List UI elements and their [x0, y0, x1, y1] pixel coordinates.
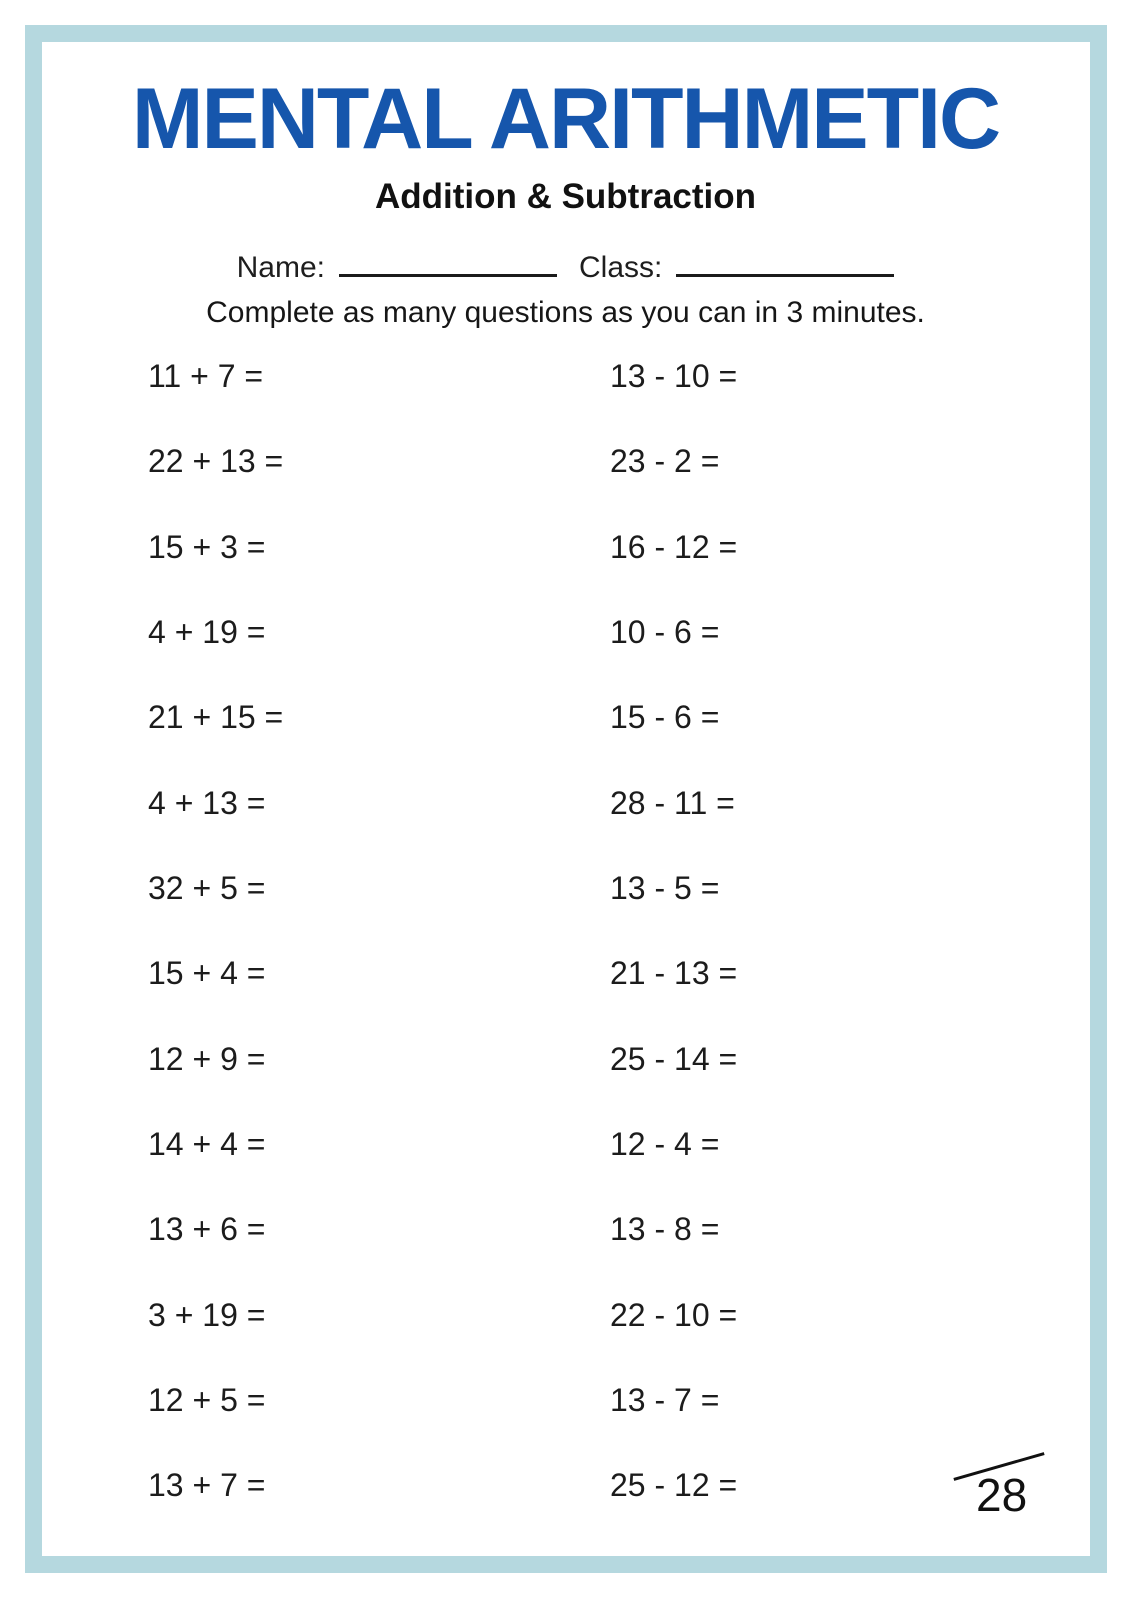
problem-subtraction: 16 - 12 = — [610, 528, 738, 565]
name-class-row — [0, 244, 1131, 285]
class-input-line[interactable] — [676, 244, 894, 277]
page-subtitle: Addition & Subtraction — [374, 177, 757, 216]
problem-subtraction: 13 - 5 = — [610, 870, 720, 907]
problem-row — [148, 1034, 1091, 1119]
problem-addition: 12 + 5 = — [148, 1382, 266, 1419]
page-title: MENTAL ARITHMETIC — [131, 71, 1000, 167]
problem-addition: 21 + 15 = — [148, 699, 284, 736]
problem-row — [148, 1375, 1091, 1460]
problem-subtraction: 10 - 6 = — [610, 614, 720, 651]
problem-subtraction: 23 - 2 = — [610, 443, 720, 480]
class-label: Class: — [579, 251, 663, 284]
problems-grid — [148, 351, 1091, 1546]
problem-subtraction: 12 - 4 = — [610, 1126, 720, 1163]
problem-subtraction: 22 - 10 = — [610, 1296, 738, 1333]
problem-row — [148, 436, 1091, 521]
problem-row — [148, 1460, 1091, 1545]
problem-subtraction: 13 - 8 = — [610, 1211, 720, 1248]
problem-addition: 4 + 13 = — [148, 784, 266, 821]
problem-addition: 22 + 13 = — [148, 443, 284, 480]
problem-addition: 13 + 6 = — [148, 1211, 266, 1248]
problem-subtraction: 13 - 7 = — [610, 1382, 720, 1419]
problem-subtraction: 25 - 14 = — [610, 1040, 738, 1077]
problem-row — [148, 1119, 1091, 1204]
problem-subtraction: 13 - 10 = — [610, 358, 738, 394]
name-input-line[interactable] — [339, 244, 557, 277]
problem-addition: 11 + 7 = — [148, 358, 264, 394]
problem-addition: 15 + 4 = — [148, 955, 266, 992]
problem-addition: 12 + 9 = — [148, 1040, 266, 1077]
problem-subtraction: 25 - 12 = — [610, 1467, 738, 1504]
problem-row — [148, 778, 1091, 863]
page-number: 28 — [976, 1469, 1028, 1521]
problem-addition: 15 + 3 = — [148, 528, 266, 565]
problem-addition: 13 + 7 = — [148, 1467, 266, 1504]
problem-row — [148, 948, 1091, 1033]
problem-addition: 14 + 4 = — [148, 1126, 266, 1163]
problem-addition: 4 + 19 = — [148, 614, 266, 651]
problem-row — [148, 522, 1091, 607]
problem-subtraction: 15 - 6 = — [610, 699, 720, 736]
problem-row — [148, 863, 1091, 948]
problem-addition: 32 + 5 = — [148, 870, 266, 907]
problem-row — [148, 607, 1091, 692]
problem-subtraction: 21 - 13 = — [610, 955, 738, 992]
problem-addition: 3 + 19 = — [148, 1296, 266, 1333]
problem-row — [148, 1204, 1091, 1289]
problem-row — [148, 692, 1091, 777]
instruction-text: Complete as many questions as you can in 3 minutes. — [206, 296, 925, 329]
problem-row — [148, 1290, 1091, 1375]
name-label: Name: — [236, 251, 325, 284]
problem-row — [148, 351, 1091, 436]
problem-subtraction: 28 - 11 = — [610, 784, 735, 821]
